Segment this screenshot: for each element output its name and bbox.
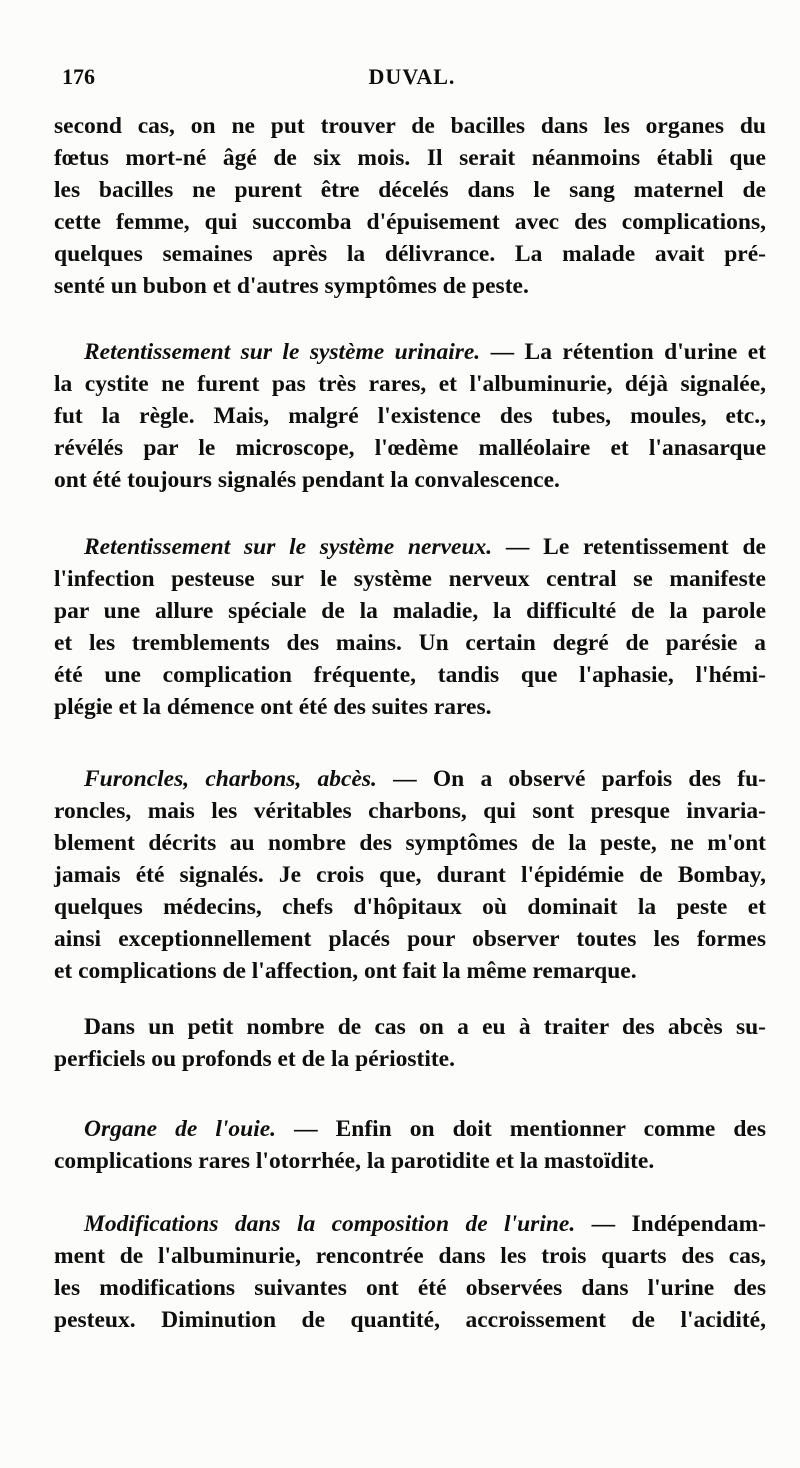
heading-continuation: — La rétention d'urine et	[480, 339, 766, 365]
paragraph-first-line	[54, 1113, 766, 1145]
paragraph-urine-composition	[54, 1208, 766, 1336]
text-line: les modifications suivantes ont été observées dans l'urine des	[54, 1275, 766, 1301]
running-head: DUVAL.	[368, 64, 456, 89]
paragraph-continuation	[54, 110, 766, 302]
text-line: quelques médecins, chefs d'hôpitaux où dominait la peste et	[54, 894, 766, 920]
text-line: complications rares l'otorrhée, la parotidite et la mastoïdite.	[54, 1148, 655, 1174]
text-line: l'infection pesteuse sur le système nerveux central se manifeste	[54, 566, 766, 592]
paragraph-ear	[54, 1113, 766, 1177]
paragraph-furuncles	[54, 763, 766, 987]
text-line: perficiels ou profonds et de la périostite.	[54, 1046, 455, 1072]
paragraph-first-line	[54, 531, 766, 563]
paragraph-abscesses	[54, 1011, 766, 1075]
text-line: second cas, on ne put trouver de bacilles dans les organes du	[54, 113, 766, 139]
heading-continuation: — Enfin on doit mentionner comme des	[276, 1116, 766, 1142]
heading-continuation: — On a observé parfois des fu-	[376, 766, 766, 792]
text-line: ont été toujours signalés pendant la convalescence.	[54, 467, 560, 493]
paragraph-first-line	[54, 336, 766, 368]
paragraph-first-line	[54, 1208, 766, 1240]
heading-continuation: — Le retentissement de	[492, 534, 766, 560]
paragraph-first-line	[54, 763, 766, 795]
text-line: la cystite ne furent pas très rares, et l'albuminurie, déjà signalée,	[54, 371, 766, 397]
text-line: quelques semaines après la délivrance. La malade avait pré-	[54, 241, 766, 267]
text-line: senté un bubon et d'autres symptômes de peste.	[54, 273, 529, 299]
paragraph-nervous-system	[54, 531, 766, 723]
heading-continuation: — Indépendam-	[575, 1211, 766, 1237]
paragraph-urinary-system	[54, 336, 766, 496]
text-line: ment de l'albuminurie, rencontrée dans les trois quarts des cas,	[54, 1243, 766, 1269]
text-line: et les tremblements des mains. Un certain degré de parésie a	[54, 630, 766, 656]
text-line: par une allure spéciale de la maladie, la difficulté de la parole	[54, 598, 766, 624]
text-line: fut la règle. Mais, malgré l'existence des tubes, moules, etc.,	[54, 403, 766, 429]
text-line: jamais été signalés. Je crois que, durant l'épidémie de Bombay,	[54, 862, 766, 888]
text-line: pesteux. Diminution de quantité, accroissement de l'acidité,	[54, 1307, 766, 1333]
text-line: fœtus mort-né âgé de six mois. Il serait néanmoins établi que	[54, 145, 766, 171]
text-line: révélés par le microscope, l'œdème malléolaire et l'anasarque	[54, 435, 766, 461]
text-line: blement décrits au nombre des symptômes de la peste, ne m'ont	[54, 830, 766, 856]
text-line: cette femme, qui succomba d'épuisement avec des complications,	[54, 209, 766, 235]
text-line: les bacilles ne purent être décelés dans le sang maternel de	[54, 177, 766, 203]
text-line: ainsi exceptionnellement placés pour observer toutes les formes	[54, 926, 766, 952]
text-line: été une complication fréquente, tandis que l'aphasie, l'hémi-	[54, 662, 766, 688]
section-heading: Modifications dans la composition de l'urine.	[84, 1211, 576, 1237]
section-heading: Furoncles, charbons, abcès.	[84, 766, 377, 792]
section-heading: Retentissement sur le système urinaire.	[84, 339, 481, 365]
page-number: 176	[62, 64, 95, 89]
text-line: roncles, mais les véritables charbons, qui sont presque invaria-	[54, 798, 766, 824]
text-line: Dans un petit nombre de cas on a eu à traiter des abcès su-	[84, 1014, 766, 1040]
text-line: plégie et la démence ont été des suites rares.	[54, 694, 492, 720]
page-header	[62, 64, 762, 94]
section-heading: Organe de l'ouie.	[84, 1116, 277, 1142]
text-line: et complications de l'affection, ont fait la même remarque.	[54, 958, 637, 984]
section-heading: Retentissement sur le système nerveux.	[84, 534, 493, 560]
